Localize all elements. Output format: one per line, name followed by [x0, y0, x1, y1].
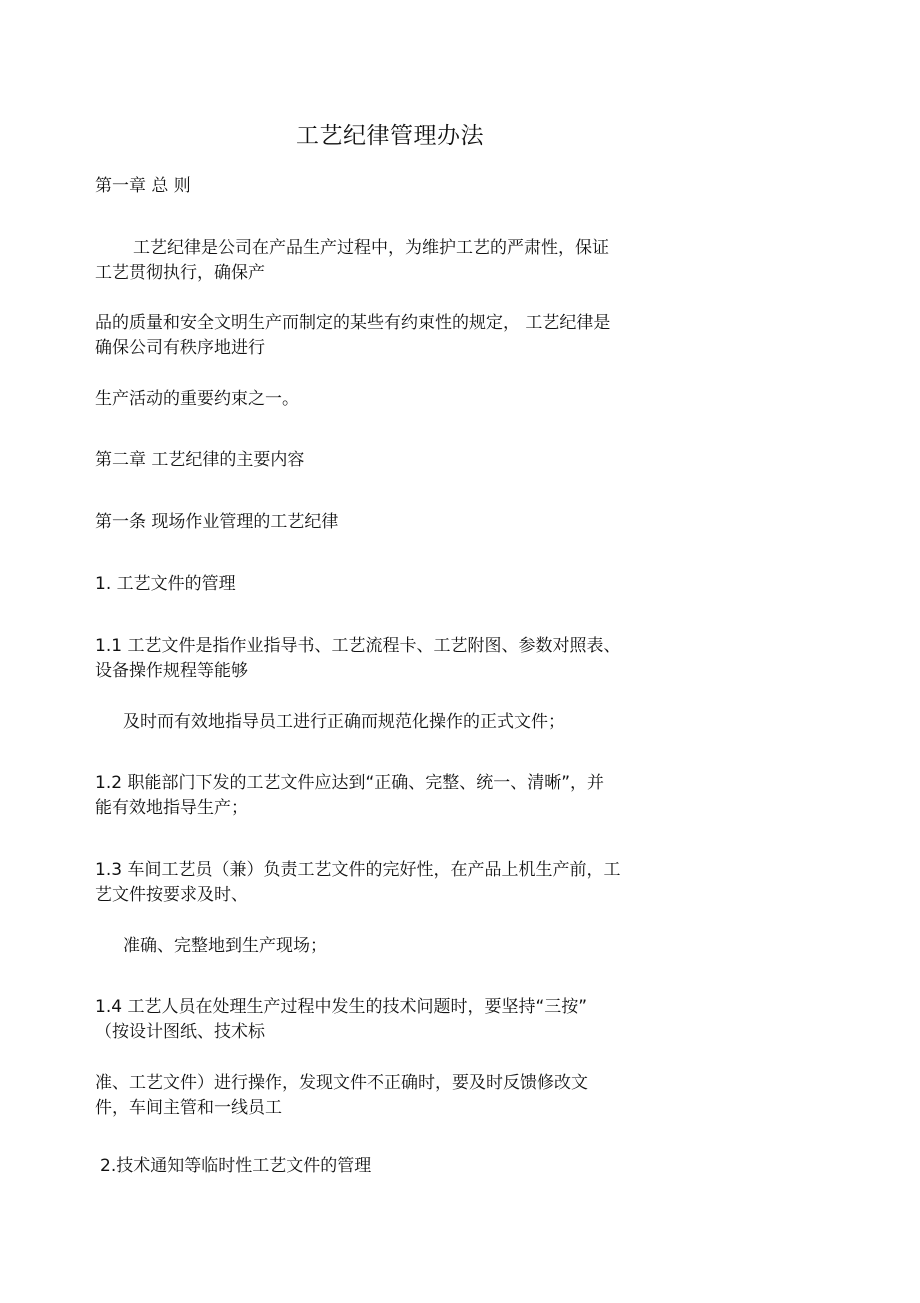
chapter-one-heading: 第一章 总 则 — [95, 176, 191, 196]
paragraph-line: 设备操作规程等能够 — [95, 661, 248, 681]
chapter-two-heading: 第二章 工艺纪律的主要内容 — [95, 450, 305, 470]
paragraph-line: 艺文件按要求及时、 — [95, 885, 248, 905]
paragraph-line: 工艺纪律是公司在产品生产过程中，为维护工艺的严肃性，保证 — [133, 238, 609, 258]
paragraph-line: （按设计图纸、技术标 — [95, 1022, 265, 1042]
paragraph-line: 及时而有效地指导员工进行正确而规范化操作的正式文件； — [123, 712, 565, 732]
paragraph-line: 1.4 工艺人员在处理生产过程中发生的技术问题时，要坚持“三按” — [95, 997, 588, 1017]
paragraph-line: 工艺贯彻执行，确保产 — [95, 263, 265, 283]
paragraph-line: 1.3 车间工艺员（兼）负责工艺文件的完好性，在产品上机生产前，工 — [95, 860, 621, 880]
document-title: 工艺纪律管理办法 — [296, 123, 484, 149]
paragraph-line: 品的质量和安全文明生产而制定的某些有约束性的规定， 工艺纪律是 — [95, 313, 611, 333]
paragraph-line: 准、工艺文件）进行操作，发现文件不正确时，要及时反馈修改文 — [95, 1073, 588, 1093]
article-one-heading: 第一条 现场作业管理的工艺纪律 — [95, 512, 339, 532]
section-heading: 2.技术通知等临时性工艺文件的管理 — [100, 1156, 372, 1176]
paragraph-line: 件，车间主管和一线员工 — [95, 1098, 282, 1118]
paragraph-line: 确保公司有秩序地进行 — [95, 338, 265, 358]
paragraph-line: 生产活动的重要约束之一。 — [95, 389, 299, 409]
section-heading: 1. 工艺文件的管理 — [95, 574, 236, 594]
paragraph-line: 1.2 职能部门下发的工艺文件应达到“正确、完整、统一、清晰”，并 — [95, 773, 605, 793]
paragraph-line: 1.1 工艺文件是指作业指导书、工艺流程卡、工艺附图、参数对照表、 — [95, 636, 621, 656]
paragraph-line: 准确、完整地到生产现场； — [123, 936, 327, 956]
paragraph-line: 能有效地指导生产； — [95, 798, 248, 818]
